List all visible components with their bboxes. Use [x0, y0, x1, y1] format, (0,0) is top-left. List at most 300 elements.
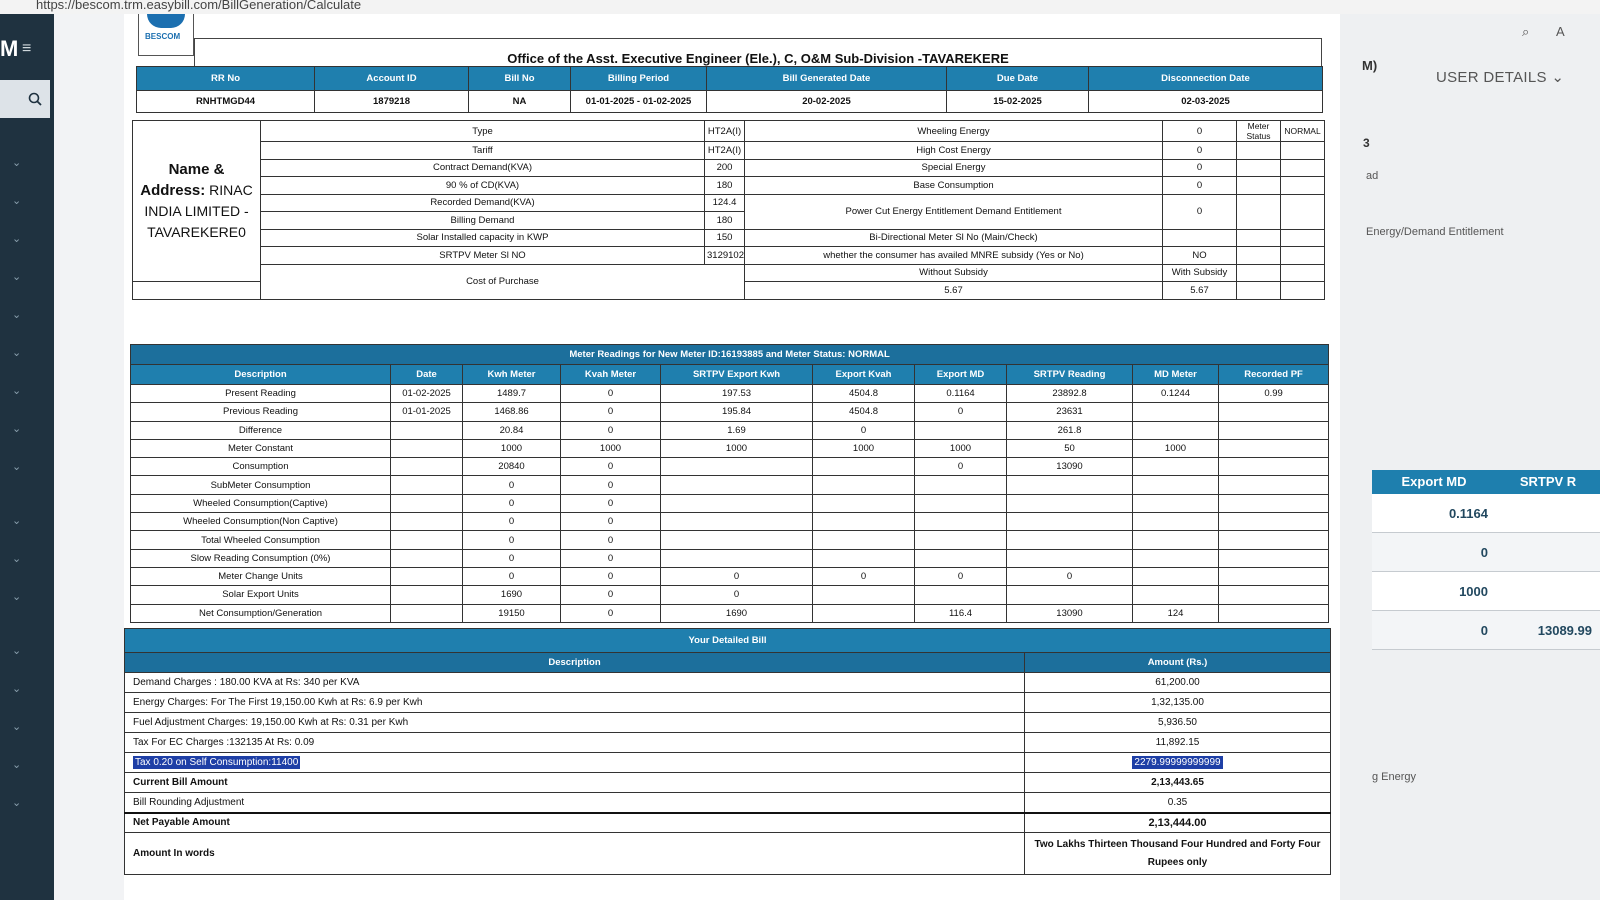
user-details-menu[interactable] [1436, 68, 1564, 86]
chevron-down-icon[interactable]: ⌄ [12, 721, 22, 733]
reading-cell: 19150 [463, 604, 561, 622]
bill-generated-date-value: 20-02-2025 [707, 91, 947, 113]
info-value: 150 [705, 229, 745, 247]
row-label: Meter Constant [131, 439, 391, 457]
reading-cell: 1000 [463, 439, 561, 457]
charge-description-selected[interactable] [125, 753, 1025, 773]
reading-cell [391, 531, 463, 549]
reading-cell [1133, 458, 1219, 476]
column-header: Description [131, 365, 391, 385]
table-row [1372, 533, 1600, 572]
selected-text[interactable]: Tax 0.20 on Self Consumption:11400 [135, 757, 299, 768]
cell: 0.1164 [1448, 506, 1488, 521]
chevron-down-icon[interactable]: ⌄ [12, 385, 22, 397]
reading-cell [813, 476, 915, 494]
url-text[interactable]: https://bescom.trm.easybill.com/BillGeneration/Calculate [36, 0, 362, 12]
hamburger-menu-icon[interactable]: ≡ [22, 40, 32, 57]
zoom-icon[interactable]: ⌕ [1522, 24, 1530, 39]
reading-cell: 0 [561, 385, 661, 403]
rr-no-value: RNHTMGD44 [137, 91, 315, 113]
table-row [1372, 572, 1600, 611]
empty-cell [1237, 282, 1281, 300]
reading-cell: 0 [561, 458, 661, 476]
address-label: Address: [140, 182, 206, 199]
reading-cell [1007, 476, 1133, 494]
empty-cell [1281, 159, 1325, 177]
cell: 0 [1480, 623, 1488, 638]
reading-cell: 1000 [813, 439, 915, 457]
reading-cell: 0.1164 [915, 385, 1007, 403]
table-row [1372, 494, 1600, 533]
info-value: 0 [1163, 194, 1237, 229]
reading-cell [915, 513, 1007, 531]
chevron-down-icon[interactable]: ⌄ [12, 271, 22, 283]
column-header: Date [391, 365, 463, 385]
reading-cell: 0 [463, 476, 561, 494]
reading-cell [1133, 403, 1219, 421]
reading-cell [391, 549, 463, 567]
column-header: Description [125, 653, 1025, 673]
info-label: Wheeling Energy [745, 121, 1163, 142]
search-icon [28, 92, 42, 106]
reading-cell [661, 458, 813, 476]
reading-cell [1133, 421, 1219, 439]
bill-row [125, 673, 1331, 693]
table-row [131, 531, 1329, 549]
row-label: Net Consumption/Generation [131, 604, 391, 622]
reading-cell: 1690 [463, 586, 561, 604]
chevron-down-icon[interactable]: ⌄ [12, 195, 22, 207]
reading-cell: 0.1244 [1133, 385, 1219, 403]
info-value: 180 [705, 212, 745, 230]
reading-cell: 0 [915, 458, 1007, 476]
column-header: Bill No [469, 67, 571, 91]
table-row [131, 494, 1329, 512]
reading-cell: 50 [1007, 439, 1133, 457]
reading-cell: 0 [561, 549, 661, 567]
reading-cell: 197.53 [661, 385, 813, 403]
reading-cell: 0 [561, 567, 661, 585]
column-header: Kwh Meter [463, 365, 561, 385]
reading-cell [391, 567, 463, 585]
reading-cell: 0 [463, 513, 561, 531]
reading-cell [661, 476, 813, 494]
reading-cell [661, 531, 813, 549]
empty-cell [1237, 229, 1281, 247]
detailed-bill-table [124, 628, 1331, 875]
reading-cell [1133, 549, 1219, 567]
reading-cell: 1468.86 [463, 403, 561, 421]
page-gutter [54, 14, 124, 900]
reading-cell [1133, 586, 1219, 604]
info-value: 0 [1163, 177, 1237, 195]
column-header: Export MD [1401, 474, 1467, 489]
reading-cell: 1000 [661, 439, 813, 457]
reading-cell: 0 [915, 403, 1007, 421]
row-label: Total Wheeled Consumption [131, 531, 391, 549]
reading-cell: 1000 [561, 439, 661, 457]
table-row [131, 458, 1329, 476]
reading-cell [915, 586, 1007, 604]
selected-text[interactable]: 2279.99999999999 [1134, 757, 1221, 768]
chevron-down-icon[interactable]: ⌄ [12, 683, 22, 695]
reading-cell [1219, 494, 1329, 512]
column-header: Kvah Meter [561, 365, 661, 385]
reading-cell: 1489.7 [463, 385, 561, 403]
row-label: Difference [131, 421, 391, 439]
bill-row [125, 733, 1331, 753]
row-label: Wheeled Consumption(Captive) [131, 494, 391, 512]
address-value: RINAC INDIA LIMITED - TAVAREKERE0 [144, 182, 253, 240]
reading-cell [1219, 476, 1329, 494]
reading-cell [1219, 513, 1329, 531]
meter-status-label: Meter Status [1237, 121, 1281, 142]
reading-cell [1219, 421, 1329, 439]
reading-cell [1133, 567, 1219, 585]
info-value: 180 [705, 177, 745, 195]
read-aloud-icon[interactable]: A [1556, 24, 1565, 39]
info-label: Special Energy [745, 159, 1163, 177]
reading-cell [1219, 549, 1329, 567]
app-sidebar [0, 14, 54, 900]
reading-cell [813, 531, 915, 549]
charge-amount: 5,936.50 [1025, 713, 1331, 733]
cell [1496, 494, 1600, 532]
reading-cell: 20.84 [463, 421, 561, 439]
chevron-down-icon[interactable]: ⌄ [12, 797, 22, 809]
bill-row [125, 753, 1331, 773]
column-header: Bill Generated Date [707, 67, 947, 91]
reading-cell: 0 [463, 567, 561, 585]
amount-in-words-value: Two Lakhs Thirteen Thousand Four Hundred and Forty Four Rupees only [1025, 833, 1331, 875]
bescom-logo [138, 14, 194, 56]
chevron-down-icon[interactable]: ⌄ [12, 553, 22, 565]
empty-cell [1237, 194, 1281, 229]
app-logo: M [0, 36, 19, 61]
info-label: SRTPV Meter Sl NO [261, 247, 705, 265]
consumer-info-table [132, 120, 1325, 300]
panel-label: ad [1366, 170, 1379, 182]
reading-cell [1133, 531, 1219, 549]
empty-cell [1281, 194, 1325, 229]
reading-cell: 0 [463, 494, 561, 512]
meter-readings-table [130, 344, 1329, 623]
charge-amount: 11,892.15 [1025, 733, 1331, 753]
cell: 0 [1480, 545, 1488, 560]
table-row [131, 403, 1329, 421]
info-value: 0 [1163, 159, 1237, 177]
column-header: Account ID [315, 67, 469, 91]
column-header: Export MD [915, 365, 1007, 385]
column-header: RR No [137, 67, 315, 91]
info-label: Contract Demand(KVA) [261, 159, 705, 177]
table-row [131, 549, 1329, 567]
info-label: 90 % of CD(KVA) [261, 177, 705, 195]
reading-cell [391, 494, 463, 512]
reading-cell [391, 586, 463, 604]
reading-cell [1007, 513, 1133, 531]
row-label: Slow Reading Consumption (0%) [131, 549, 391, 567]
charge-description: Tax For EC Charges :132135 At Rs: 0.09 [125, 733, 1025, 753]
background-meter-table [1372, 470, 1600, 650]
amount-in-words-label: Amount In words [125, 833, 1025, 875]
reading-cell: 0 [813, 567, 915, 585]
reading-cell [1007, 531, 1133, 549]
cell: 13089.99 [1537, 623, 1592, 638]
empty-cell [1281, 177, 1325, 195]
info-value: 0 [1163, 121, 1237, 142]
table-row [131, 586, 1329, 604]
chevron-down-icon[interactable]: ⌄ [12, 347, 22, 359]
reading-cell: 0 [463, 549, 561, 567]
with-subsidy-value: 5.67 [1163, 282, 1237, 300]
empty-cell [1237, 264, 1281, 282]
info-label: Billing Demand [261, 212, 705, 230]
reading-cell: 0 [915, 567, 1007, 585]
column-header: SRTPV Export Kwh [661, 365, 813, 385]
reading-cell: 1690 [661, 604, 813, 622]
info-value: HT2A(I) [705, 121, 745, 142]
charge-description: Demand Charges : 180.00 KVA at Rs: 340 per KVA [125, 673, 1025, 693]
reading-cell [813, 513, 915, 531]
bill-row [125, 833, 1331, 875]
reading-cell [813, 458, 915, 476]
info-value [1163, 229, 1237, 247]
cell [1496, 572, 1600, 610]
info-value: HT2A(I) [705, 142, 745, 160]
reading-cell [915, 421, 1007, 439]
without-subsidy-value: 5.67 [745, 282, 1163, 300]
reading-cell: 0 [561, 513, 661, 531]
reading-cell [813, 586, 915, 604]
column-header: SRTPV R [1519, 474, 1577, 489]
charge-description: Fuel Adjustment Charges: 19,150.00 Kwh at Rs: 0.31 per Kwh [125, 713, 1025, 733]
meter-status-value: NORMAL [1281, 121, 1325, 142]
reading-cell: 1.69 [661, 421, 813, 439]
user-details-label: USER DETAILS [1436, 69, 1547, 86]
reading-cell [915, 549, 1007, 567]
reading-cell [391, 604, 463, 622]
reading-cell: 01-01-2025 [391, 403, 463, 421]
chevron-down-icon[interactable]: ⌄ [12, 157, 22, 169]
empty-cell [1237, 177, 1281, 195]
reading-cell: 0 [561, 531, 661, 549]
empty-cell [1281, 247, 1325, 265]
empty-cell [1237, 247, 1281, 265]
reading-cell [1219, 439, 1329, 457]
reading-cell [915, 476, 1007, 494]
rounding-value: 0.35 [1025, 793, 1331, 813]
row-label: SubMeter Consumption [131, 476, 391, 494]
reading-cell: 01-02-2025 [391, 385, 463, 403]
table-row [131, 439, 1329, 457]
name-address-cell [133, 121, 261, 282]
empty-cell [1237, 142, 1281, 160]
info-label: whether the consumer has availed MNRE subsidy (Yes or No) [745, 247, 1163, 265]
info-label: Base Consumption [745, 177, 1163, 195]
panel-label: g Energy [1372, 771, 1417, 783]
empty-cell [133, 282, 261, 300]
reading-cell [391, 458, 463, 476]
empty-cell [1281, 229, 1325, 247]
office-title: Office of the Asst. Executive Engineer (Ele.), C, O&M Sub-Division -TAVAREKERE [194, 38, 1322, 78]
bill-row [125, 773, 1331, 793]
column-header: Disconnection Date [1089, 67, 1323, 91]
info-label: Bi-Directional Meter Sl No (Main/Check) [745, 229, 1163, 247]
reading-cell [1219, 531, 1329, 549]
panel-label: M) [1362, 58, 1378, 73]
reading-cell: 13090 [1007, 604, 1133, 622]
column-header: SRTPV Reading [1007, 365, 1133, 385]
due-date-value: 15-02-2025 [947, 91, 1089, 113]
background-app-panel [1340, 14, 1600, 900]
bill-no-value: NA [469, 91, 571, 113]
reading-cell: 0 [1007, 567, 1133, 585]
chevron-down-icon[interactable]: ⌄ [12, 461, 22, 473]
rounding-label: Bill Rounding Adjustment [125, 793, 1025, 813]
reading-cell [1133, 513, 1219, 531]
reading-cell: 124 [1133, 604, 1219, 622]
info-value: 0 [1163, 142, 1237, 160]
reading-cell: 13090 [1007, 458, 1133, 476]
cell [1496, 533, 1600, 571]
reading-cell [1007, 494, 1133, 512]
reading-cell: 0 [561, 476, 661, 494]
reading-cell: 0 [561, 494, 661, 512]
empty-cell [1281, 142, 1325, 160]
reading-cell: 261.8 [1007, 421, 1133, 439]
logo-text: BESCOM [145, 32, 181, 41]
name-label: Name & [168, 161, 225, 178]
meter-readings-caption: Meter Readings for New Meter ID:16193885 and Meter Status: NORMAL [131, 345, 1329, 365]
chevron-down-icon[interactable]: ⌄ [12, 423, 22, 435]
disconnection-date-value: 02-03-2025 [1089, 91, 1323, 113]
with-subsidy-label: With Subsidy [1163, 264, 1237, 282]
chevron-down-icon[interactable]: ⌄ [12, 309, 22, 321]
charge-amount: 1,32,135.00 [1025, 693, 1331, 713]
empty-cell [1281, 264, 1325, 282]
reading-cell: 0 [561, 421, 661, 439]
info-value: 200 [705, 159, 745, 177]
reading-cell: 0 [661, 586, 813, 604]
chevron-down-icon[interactable]: ⌄ [12, 645, 22, 657]
reading-cell [1007, 549, 1133, 567]
table-row [131, 567, 1329, 585]
reading-cell: 1000 [1133, 439, 1219, 457]
reading-cell: 0 [561, 586, 661, 604]
reading-cell [391, 421, 463, 439]
reading-cell: 4504.8 [813, 385, 915, 403]
info-label: Solar Installed capacity in KWP [261, 229, 705, 247]
reading-cell [1007, 586, 1133, 604]
reading-cell: 0 [463, 531, 561, 549]
row-label: Wheeled Consumption(Non Captive) [131, 513, 391, 531]
info-value: NO [1163, 247, 1237, 265]
info-label: High Cost Energy [745, 142, 1163, 160]
reading-cell [813, 604, 915, 622]
bill-row [125, 793, 1331, 813]
reading-cell: 116.4 [915, 604, 1007, 622]
info-value: 3129102 [705, 247, 745, 265]
sidebar-search-button[interactable] [0, 80, 50, 118]
without-subsidy-label: Without Subsidy [745, 264, 1163, 282]
info-value: 124.4 [705, 194, 745, 212]
billing-period-value: 01-01-2025 - 01-02-2025 [571, 91, 707, 113]
info-label: Tariff [261, 142, 705, 160]
reading-cell [391, 513, 463, 531]
reading-cell [915, 494, 1007, 512]
reading-cell: 0 [561, 403, 661, 421]
reading-cell: 23631 [1007, 403, 1133, 421]
net-payable-label: Net Payable Amount [125, 813, 1025, 833]
current-bill-value: 2,13,443.65 [1025, 773, 1331, 793]
panel-label: 3 [1363, 136, 1370, 150]
bill-row [125, 713, 1331, 733]
empty-cell [1237, 159, 1281, 177]
browser-url-bar[interactable] [0, 0, 1600, 14]
panel-label: Energy/Demand Entitlement [1366, 226, 1504, 238]
chevron-down-icon[interactable]: ⌄ [12, 591, 22, 603]
reading-cell [1219, 403, 1329, 421]
reading-cell [813, 549, 915, 567]
reading-cell: 1000 [915, 439, 1007, 457]
row-label: Present Reading [131, 385, 391, 403]
chevron-down-icon[interactable]: ⌄ [12, 233, 22, 245]
table-row [131, 421, 1329, 439]
reading-cell: 20840 [463, 458, 561, 476]
empty-cell [1281, 282, 1325, 300]
detailed-bill-title: Your Detailed Bill [125, 629, 1331, 653]
table-row [131, 385, 1329, 403]
charge-amount: 61,200.00 [1025, 673, 1331, 693]
cell: 1000 [1459, 584, 1488, 599]
reading-cell [915, 531, 1007, 549]
table-row [131, 604, 1329, 622]
reading-cell: 4504.8 [813, 403, 915, 421]
net-payable-value: 2,13,444.00 [1025, 813, 1331, 833]
column-header: Due Date [947, 67, 1089, 91]
chevron-down-icon[interactable]: ⌄ [12, 759, 22, 771]
reading-cell: 0 [813, 421, 915, 439]
reading-cell: 195.84 [661, 403, 813, 421]
charge-amount-selected[interactable] [1025, 753, 1331, 773]
column-header: MD Meter [1133, 365, 1219, 385]
row-label: Consumption [131, 458, 391, 476]
account-id-value: 1879218 [315, 91, 469, 113]
info-label: Type [261, 121, 705, 142]
row-label: Solar Export Units [131, 586, 391, 604]
info-label: Recorded Demand(KVA) [261, 194, 705, 212]
table-row [131, 513, 1329, 531]
column-header: Recorded PF [1219, 365, 1329, 385]
reading-cell [661, 549, 813, 567]
reading-cell [1219, 567, 1329, 585]
reading-cell [1219, 604, 1329, 622]
row-label: Meter Change Units [131, 567, 391, 585]
reading-cell: 0 [661, 567, 813, 585]
reading-cell: 0 [561, 604, 661, 622]
info-label: Power Cut Energy Entitlement Demand Entitlement [745, 194, 1163, 229]
table-row [131, 476, 1329, 494]
reading-cell [1133, 476, 1219, 494]
charge-description: Energy Charges: For The First 19,150.00 Kwh at Rs: 6.9 per Kwh [125, 693, 1025, 713]
chevron-down-icon[interactable]: ⌄ [12, 515, 22, 527]
reading-cell [813, 494, 915, 512]
column-header: Billing Period [571, 67, 707, 91]
current-bill-label: Current Bill Amount [125, 773, 1025, 793]
reading-cell: 23892.8 [1007, 385, 1133, 403]
bill-header-table [136, 66, 1323, 113]
